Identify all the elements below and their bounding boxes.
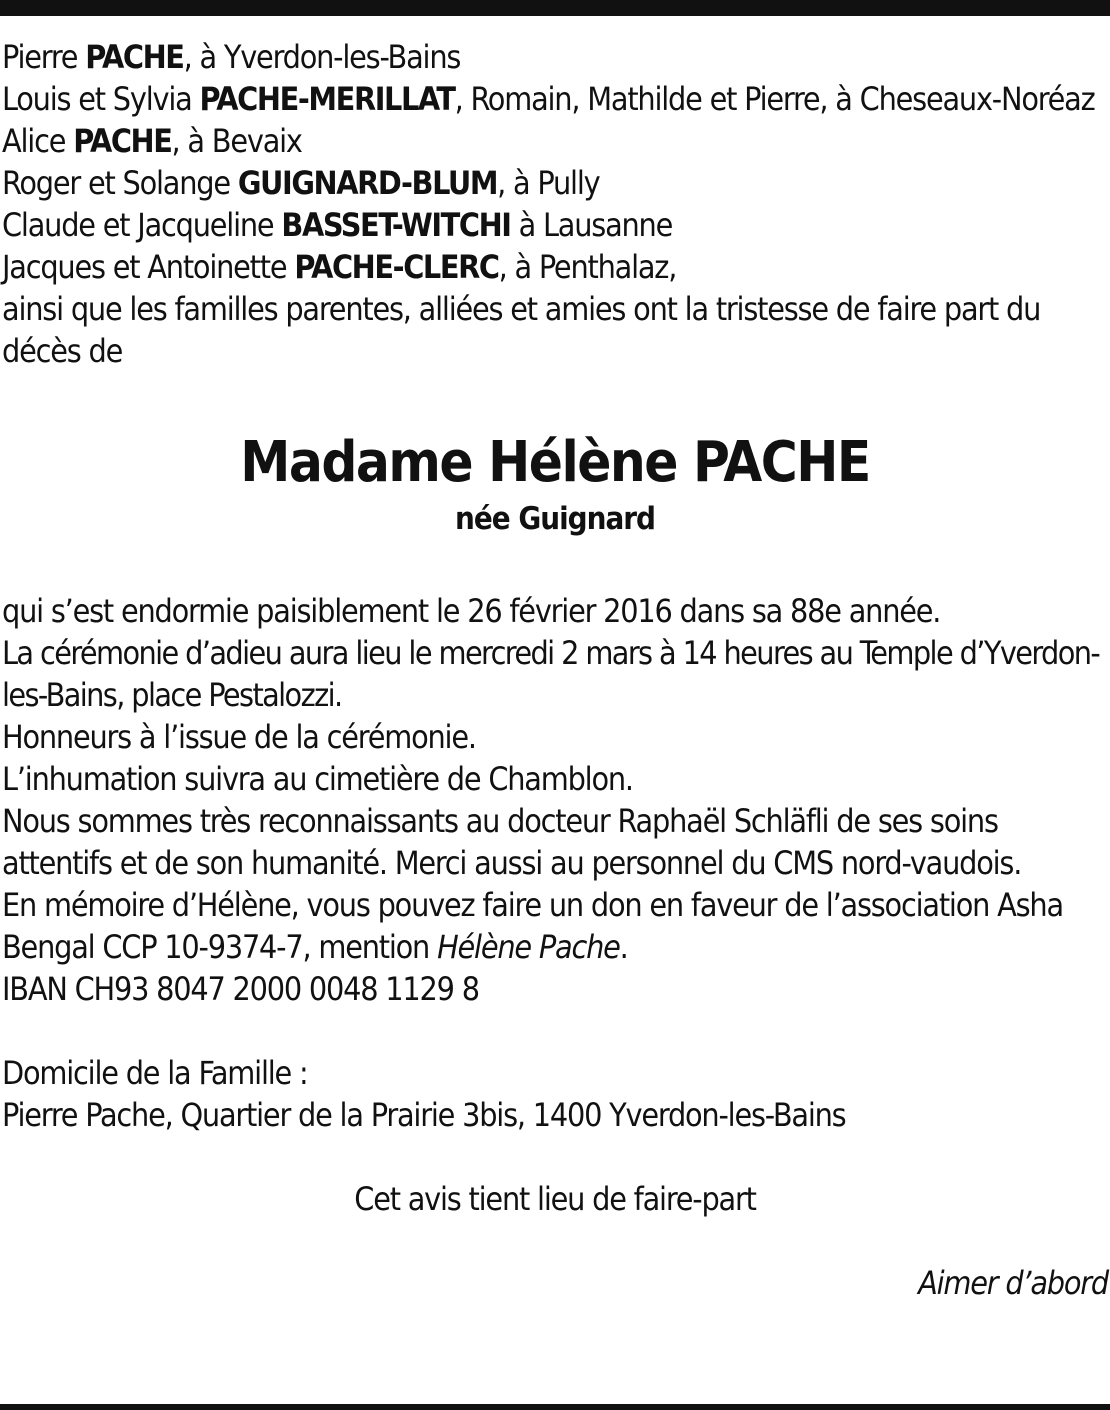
spacer xyxy=(2,1136,1108,1178)
family-line-1 xyxy=(2,36,1108,78)
family-line-5 xyxy=(2,204,1108,246)
family-given-names: Roger et Solange xyxy=(2,164,238,202)
donation-mention: Hélène Pache xyxy=(437,928,620,966)
family-given-names: Pierre xyxy=(2,38,86,76)
honours-text: Honneurs à l’issue de la cérémonie. xyxy=(2,718,476,756)
family-surname: PACHE xyxy=(85,38,184,76)
spacer xyxy=(2,1220,1108,1262)
thanks-text: Nous sommes très reconnaissants au docteur Raphaël Schläfli de ses soins attentifs et de son humanité. Merci aussi au personnel du CMS nord-vaudois. xyxy=(2,802,1022,882)
obituary-body xyxy=(2,590,1108,1010)
family-given-names: Claude et Jacqueline xyxy=(2,206,282,244)
family-line-6 xyxy=(2,246,1108,288)
iban-text: IBAN CH93 8047 2000 0048 1129 8 xyxy=(2,970,479,1008)
family-place: , à Yverdon-les-Bains xyxy=(183,38,461,76)
family-line-2 xyxy=(2,78,1108,120)
donation-text xyxy=(2,884,1108,968)
burial-text: L’inhumation suivra au cimetière de Chamblon. xyxy=(2,760,633,798)
deceased-name: Madame Hélène PACHE xyxy=(240,430,870,495)
family-given-names: Alice xyxy=(2,122,74,160)
family-surname: PACHE-MERILLAT xyxy=(199,80,455,118)
top-rule xyxy=(0,0,1110,16)
motto-text: Aimer d’abord xyxy=(918,1264,1108,1302)
family-line-3 xyxy=(2,120,1108,162)
spacer xyxy=(2,1010,1108,1052)
family-given-names: Louis et Sylvia xyxy=(2,80,200,118)
domicile-address: Pierre Pache, Quartier de la Prairie 3bis, 1400 Yverdon-les-Bains xyxy=(2,1096,846,1134)
domicile-block xyxy=(2,1052,1108,1136)
family-place: , Romain, Mathilde et Pierre, à Cheseaux-Noréaz xyxy=(454,80,1095,118)
domicile-label: Domicile de la Famille : xyxy=(2,1054,308,1092)
obituary-notice xyxy=(2,36,1108,1304)
family-line-4 xyxy=(2,162,1108,204)
donation-end: . xyxy=(619,928,628,966)
death-date-text: qui s’est endormie paisiblement le 26 février 2016 dans sa 88e année. xyxy=(2,592,941,630)
announcement-text: ainsi que les familles parentes, alliées et amies ont la tristesse de faire part du décès de xyxy=(2,290,1041,370)
family-place: , à Pully xyxy=(497,164,600,202)
notice-line: Cet avis tient lieu de faire-part xyxy=(354,1180,756,1218)
family-surname: PACHE xyxy=(73,122,172,160)
family-surname: BASSET-WITCHI xyxy=(281,206,511,244)
family-given-names: Jacques et Antoinette xyxy=(2,248,295,286)
bottom-rule xyxy=(0,1404,1110,1410)
family-surname: PACHE-CLERC xyxy=(294,248,499,286)
ceremony-text: La cérémonie d’adieu aura lieu le mercredi 2 mars à 14 heures au Temple d’Yverdon-les-Bains, place Pestalozzi. xyxy=(2,634,1100,714)
family-list xyxy=(2,36,1108,372)
family-place: , à Penthalaz, xyxy=(498,248,677,286)
maiden-name: née Guignard xyxy=(454,501,656,537)
family-place: à Lausanne xyxy=(510,206,673,244)
donation-intro: En mémoire d’Hélène, vous pouvez faire un don en faveur de l’association Asha Bengal CCP 10-9374-7, mention xyxy=(2,886,1063,966)
family-surname: GUIGNARD-BLUM xyxy=(237,164,498,202)
family-place: , à Bevaix xyxy=(171,122,302,160)
